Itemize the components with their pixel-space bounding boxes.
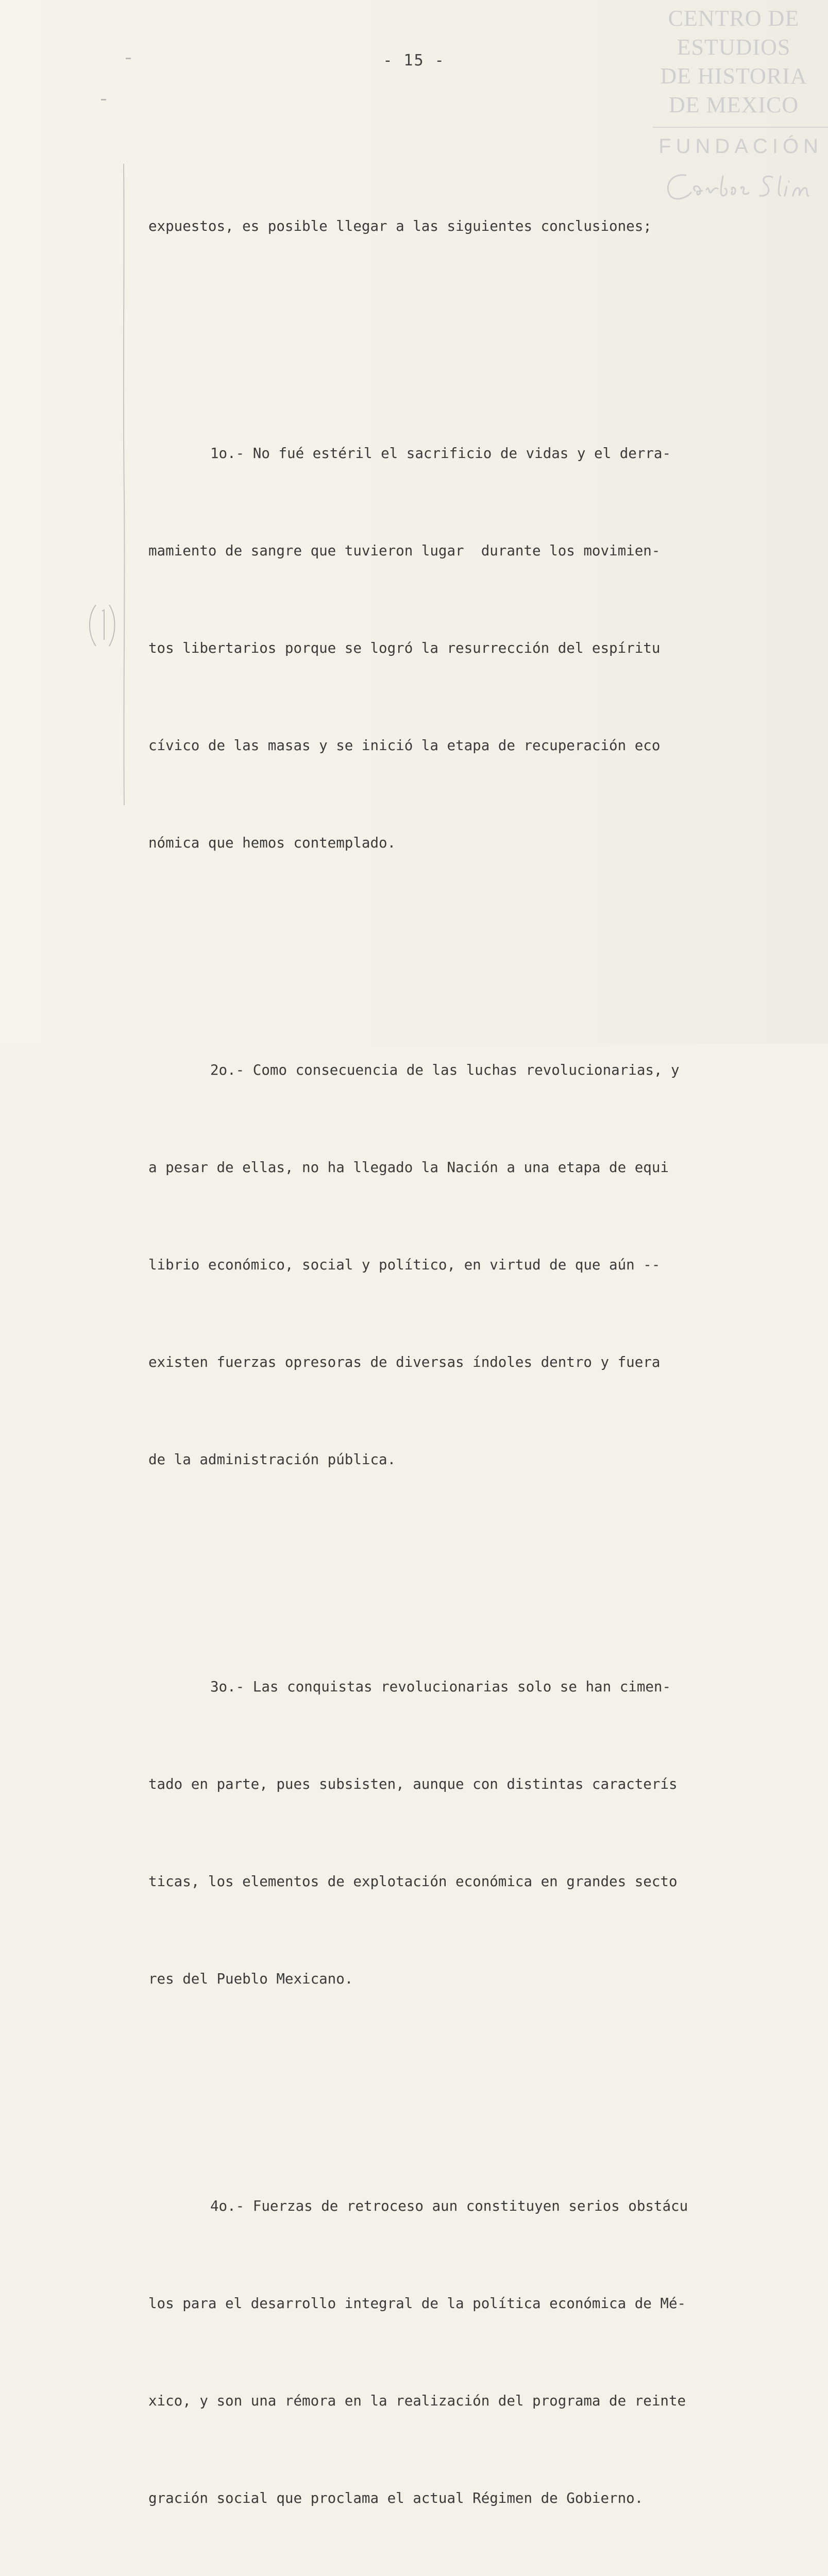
text-line: mamiento de sangre que tuvieron lugar durante los movimien-: [148, 543, 661, 559]
page-number: - 15 -: [383, 52, 445, 70]
watermark-line: ESTUDIOS: [677, 35, 791, 60]
text-line: 3o.- Las conquistas revolucionarias solo se han cimen-: [210, 1679, 671, 1695]
margin-pencil-line: [122, 164, 126, 805]
text-line: cívico de las masas y se inició la etapa de recuperación eco: [148, 737, 661, 754]
paragraph: [148, 145, 762, 308]
text-line: gración social que proclama el actual Régimen de Gobierno.: [148, 2490, 644, 2506]
text-line: tado en parte, pues subsisten, aunque con distintas caracterís: [148, 1776, 678, 1792]
watermark-line: CENTRO DE: [668, 6, 800, 31]
watermark-line: DE HISTORIA: [660, 63, 807, 89]
text-line: a pesar de ellas, no ha llegado la Nación a una etapa de equi: [148, 1159, 669, 1176]
text-line: xico, y son una rémora en la realización del programa de reinte: [148, 2393, 686, 2409]
document-body: [148, 80, 762, 2576]
paragraph: [148, 1606, 762, 2060]
text-line: tos libertarios porque se logró la resurrección del espíritu: [148, 640, 661, 656]
text-line: de la administración pública.: [148, 1451, 396, 1468]
text-line: res del Pueblo Mexicano.: [148, 1971, 353, 1987]
text-line: 1o.- No fué estéril el sacrificio de vidas y el derra-: [210, 445, 671, 462]
paragraph: [148, 372, 762, 924]
text-line: nómica que hemos contemplado.: [148, 835, 396, 851]
watermark-foundation: FUNDACIÓN: [658, 135, 823, 158]
paragraph: [148, 2125, 762, 2576]
text-line: 4o.- Fuerzas de retroceso aun constituyen serios obstácu: [210, 2198, 688, 2214]
text-line: ticas, los elementos de explotación económica en grandes secto: [148, 1873, 678, 1890]
text-line: librio económico, social y político, en virtud de que aún --: [148, 1257, 661, 1273]
text-line: expuestos, es posible llegar a las siguientes conclusiones;: [148, 218, 652, 234]
paragraph: [148, 989, 762, 1541]
watermark-line: DE MEXICO: [668, 92, 799, 117]
text-line: existen fuerzas opresoras de diversas índoles dentro y fuera: [148, 1354, 661, 1370]
text-line: 2o.- Como consecuencia de las luchas revolucionarias, y: [210, 1062, 680, 1078]
margin-tick: [101, 99, 106, 100]
text-line: los para el desarrollo integral de la política económica de Mé-: [148, 2295, 686, 2312]
margin-note-annotation: [87, 602, 117, 648]
